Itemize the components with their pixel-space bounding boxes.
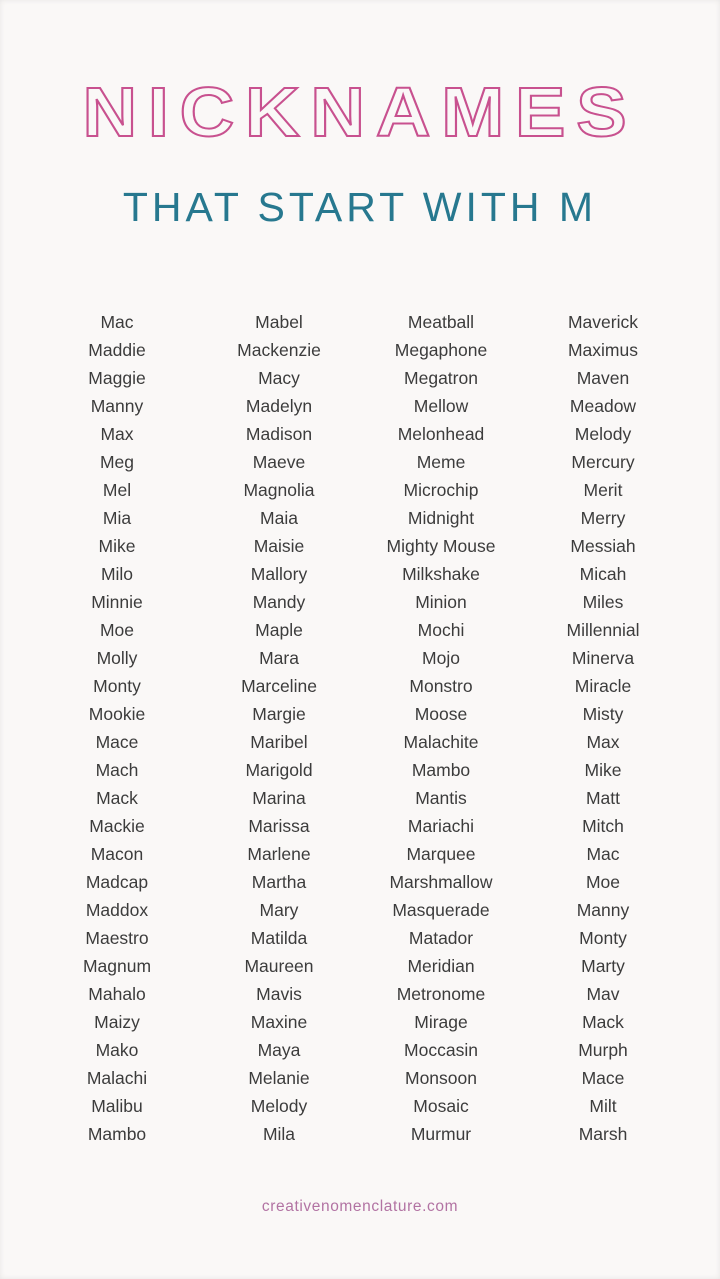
name-item: Mahalo	[88, 983, 146, 1004]
name-item: Maizy	[94, 1011, 140, 1032]
name-item: Miracle	[574, 675, 632, 696]
page-title: NICKNAMES	[82, 73, 638, 151]
name-item: Matt	[585, 787, 621, 808]
name-item: Mac	[586, 843, 620, 864]
name-item: Mirage	[414, 1011, 468, 1032]
name-item: Mavis	[256, 983, 302, 1004]
name-item: Mambo	[87, 1123, 147, 1144]
name-item: Moe	[99, 619, 135, 640]
name-item: Mitch	[582, 815, 624, 836]
name-item: Masquerade	[392, 899, 490, 920]
name-item: Mercury	[571, 451, 635, 472]
name-item: Meatball	[407, 311, 475, 332]
name-item: Marty	[581, 955, 625, 976]
name-item: Milkshake	[402, 563, 480, 584]
name-item: Mookie	[88, 703, 146, 724]
name-item: Mackenzie	[237, 339, 321, 360]
name-item: Mandy	[252, 591, 306, 612]
name-item: Minnie	[91, 591, 143, 612]
name-item: Meadow	[569, 395, 637, 416]
name-item: Marlene	[247, 843, 311, 864]
name-item: Maribel	[250, 731, 308, 752]
name-item: Meme	[416, 451, 466, 472]
name-item: Maven	[576, 367, 630, 388]
name-item: Maureen	[244, 955, 314, 976]
name-item: Mack	[582, 1011, 624, 1032]
name-item: Margie	[252, 703, 306, 724]
name-item: Marquee	[406, 843, 476, 864]
name-item: Marsh	[578, 1123, 628, 1144]
name-item: Maya	[257, 1039, 301, 1060]
name-item: Mach	[95, 759, 139, 780]
name-item: Mac	[100, 311, 134, 332]
name-item: Mochi	[417, 619, 465, 640]
name-item: Mojo	[422, 647, 460, 668]
name-item: Manny	[90, 395, 144, 416]
name-item: Maisie	[253, 535, 305, 556]
name-item: Mike	[98, 535, 136, 556]
name-item: Mighty Mouse	[386, 535, 496, 556]
name-item: Mace	[581, 1067, 625, 1088]
name-item: Matador	[408, 927, 474, 948]
name-item: Mallory	[250, 563, 308, 584]
name-item: Meg	[99, 451, 135, 472]
name-item: Megaphone	[394, 339, 488, 360]
name-item: Maverick	[567, 311, 638, 332]
name-item: Maia	[260, 507, 298, 528]
name-item: Magnum	[82, 955, 152, 976]
name-item: Monty	[93, 675, 141, 696]
name-item: Mike	[584, 759, 622, 780]
name-item: Monsoon	[405, 1067, 477, 1088]
name-item: Minerva	[571, 647, 635, 668]
name-item: Maddox	[85, 899, 149, 920]
name-item: Moose	[414, 703, 468, 724]
page-subtitle: THAT START WITH M	[122, 183, 598, 230]
name-item: Marigold	[245, 759, 313, 780]
name-item: Mary	[259, 899, 299, 920]
name-item: Malachi	[86, 1067, 148, 1088]
name-item: Murph	[578, 1039, 628, 1060]
name-item: Merit	[583, 479, 623, 500]
name-item: Mia	[102, 507, 132, 528]
name-item: Mako	[95, 1039, 139, 1060]
name-item: Molly	[96, 647, 138, 668]
name-item: Monstro	[409, 675, 473, 696]
name-item: Maxine	[250, 1011, 308, 1032]
name-item: Marissa	[248, 815, 310, 836]
name-item: Merry	[580, 507, 626, 528]
name-item: Madison	[245, 423, 313, 444]
names-grid	[0, 308, 720, 1148]
name-item: Megatron	[404, 367, 478, 388]
name-item: Meridian	[407, 955, 475, 976]
name-item: Microchip	[403, 479, 479, 500]
name-item: Mariachi	[407, 815, 475, 836]
name-item: Malibu	[91, 1095, 143, 1116]
name-item: Mosaic	[413, 1095, 469, 1116]
names-column-4	[526, 308, 680, 1148]
name-item: Marshmallow	[389, 871, 493, 892]
name-item: Milt	[589, 1095, 617, 1116]
names-column-2	[202, 308, 356, 1148]
name-item: Melonhead	[397, 423, 485, 444]
name-item: Metronome	[396, 983, 486, 1004]
name-item: Mambo	[411, 759, 471, 780]
name-item: Macon	[90, 843, 144, 864]
name-item: Marina	[252, 787, 306, 808]
name-item: Martha	[251, 871, 307, 892]
name-item: Murmur	[410, 1123, 472, 1144]
name-item: Moccasin	[404, 1039, 478, 1060]
name-item: Mellow	[413, 395, 469, 416]
name-item: Mantis	[415, 787, 467, 808]
name-item: Manny	[576, 899, 630, 920]
name-item: Melody	[574, 423, 632, 444]
name-item: Max	[100, 423, 134, 444]
names-column-3	[364, 308, 518, 1148]
name-item: Maeve	[252, 451, 306, 472]
name-item: Mav	[586, 983, 620, 1004]
name-item: Misty	[582, 703, 624, 724]
name-item: Mack	[96, 787, 138, 808]
name-item: Monty	[579, 927, 627, 948]
footer-site-url: creativenomenclature.com	[261, 1197, 459, 1215]
name-item: Moe	[585, 871, 621, 892]
name-item: Milo	[100, 563, 134, 584]
names-column-1	[40, 308, 194, 1148]
name-item: Mila	[262, 1123, 296, 1144]
name-item: Matilda	[250, 927, 308, 948]
name-item: Maestro	[85, 927, 149, 948]
name-item: Marceline	[241, 675, 317, 696]
name-item: Micah	[579, 563, 627, 584]
name-item: Madcap	[85, 871, 149, 892]
name-item: Mel	[102, 479, 132, 500]
name-item: Maggie	[88, 367, 146, 388]
name-item: Mace	[95, 731, 139, 752]
name-item: Mabel	[255, 311, 303, 332]
name-item: Maple	[255, 619, 303, 640]
name-item: Mara	[259, 647, 299, 668]
name-item: Macy	[258, 367, 300, 388]
name-item: Melanie	[248, 1067, 310, 1088]
name-item: Midnight	[407, 507, 475, 528]
name-item: Max	[586, 731, 620, 752]
name-item: Miles	[582, 591, 624, 612]
name-item: Minion	[415, 591, 467, 612]
name-item: Maximus	[567, 339, 638, 360]
name-item: Malachite	[403, 731, 479, 752]
name-item: Messiah	[570, 535, 636, 556]
name-item: Melody	[250, 1095, 308, 1116]
name-item: Millennial	[566, 619, 640, 640]
name-item: Madelyn	[245, 395, 313, 416]
name-item: Magnolia	[243, 479, 315, 500]
name-item: Maddie	[88, 339, 146, 360]
name-item: Mackie	[89, 815, 145, 836]
